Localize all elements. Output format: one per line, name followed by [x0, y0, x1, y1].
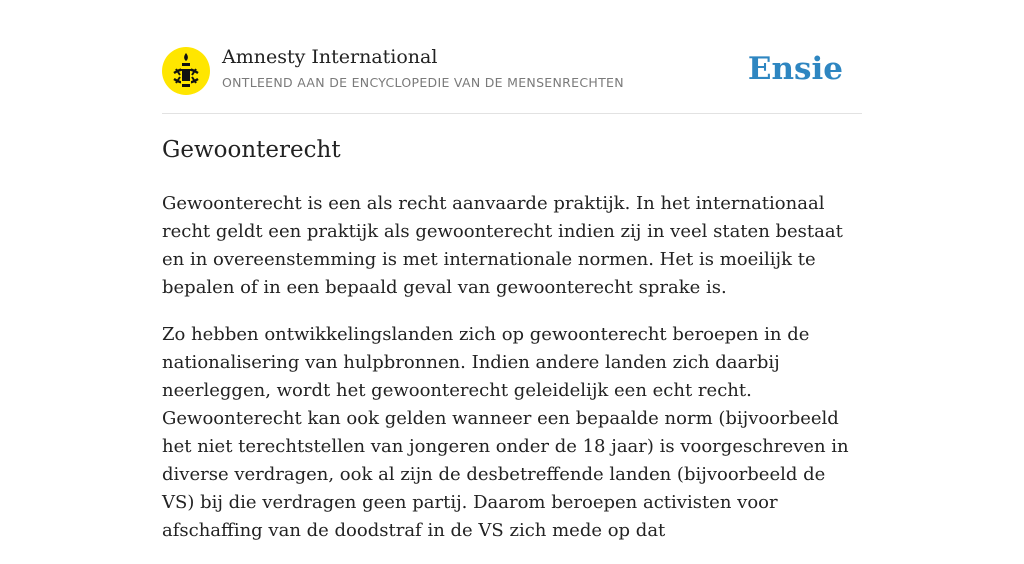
amnesty-logo[interactable] [162, 47, 210, 95]
content-container [162, 0, 862, 541]
article-paragraph-2: Zo hebben ontwikkelingslanden zich op gewoonterecht beroepen in de nationalisering van hulpbronnen. Indien andere landen zich daarbij neerleggen, wordt het gewoonterecht geleidelijk een echt recht. Gewoonterecht kan ook gelden wanneer een bepaalde norm (bijvoorbeeld het niet terechtstellen van jongeren onder de 18 jaar) is voorgeschreven in diverse verdragen, ook al zijn de desbetreffende landen (bijvoorbeeld de VS) bij die verdragen geen partij. Daarom beroepen activisten voor afschaffing van de doodstraf in de VS zich mede op dat [162, 324, 849, 541]
page-header [162, 0, 862, 114]
article-title: Gewoonterecht [162, 137, 341, 163]
org-subtitle: ONTLEEND AAN DE ENCYCLOPEDIE VAN DE MENSENRECHTEN [222, 75, 624, 90]
article-paragraph-1: Gewoonterecht is een als recht aanvaarde praktijk. In het internationaal recht geldt een praktijk als gewoonterecht indien zij in veel staten bestaat en in overeenstemming is met internationale normen. Het is moeilijk te bepalen of in een bepaald geval van gewoonterecht sprake is. [162, 193, 843, 298]
org-name[interactable]: Amnesty International [222, 46, 438, 68]
ensie-logo-link[interactable]: Ensie [747, 51, 843, 87]
article-body [162, 190, 862, 564]
amnesty-candle-icon [162, 47, 210, 95]
